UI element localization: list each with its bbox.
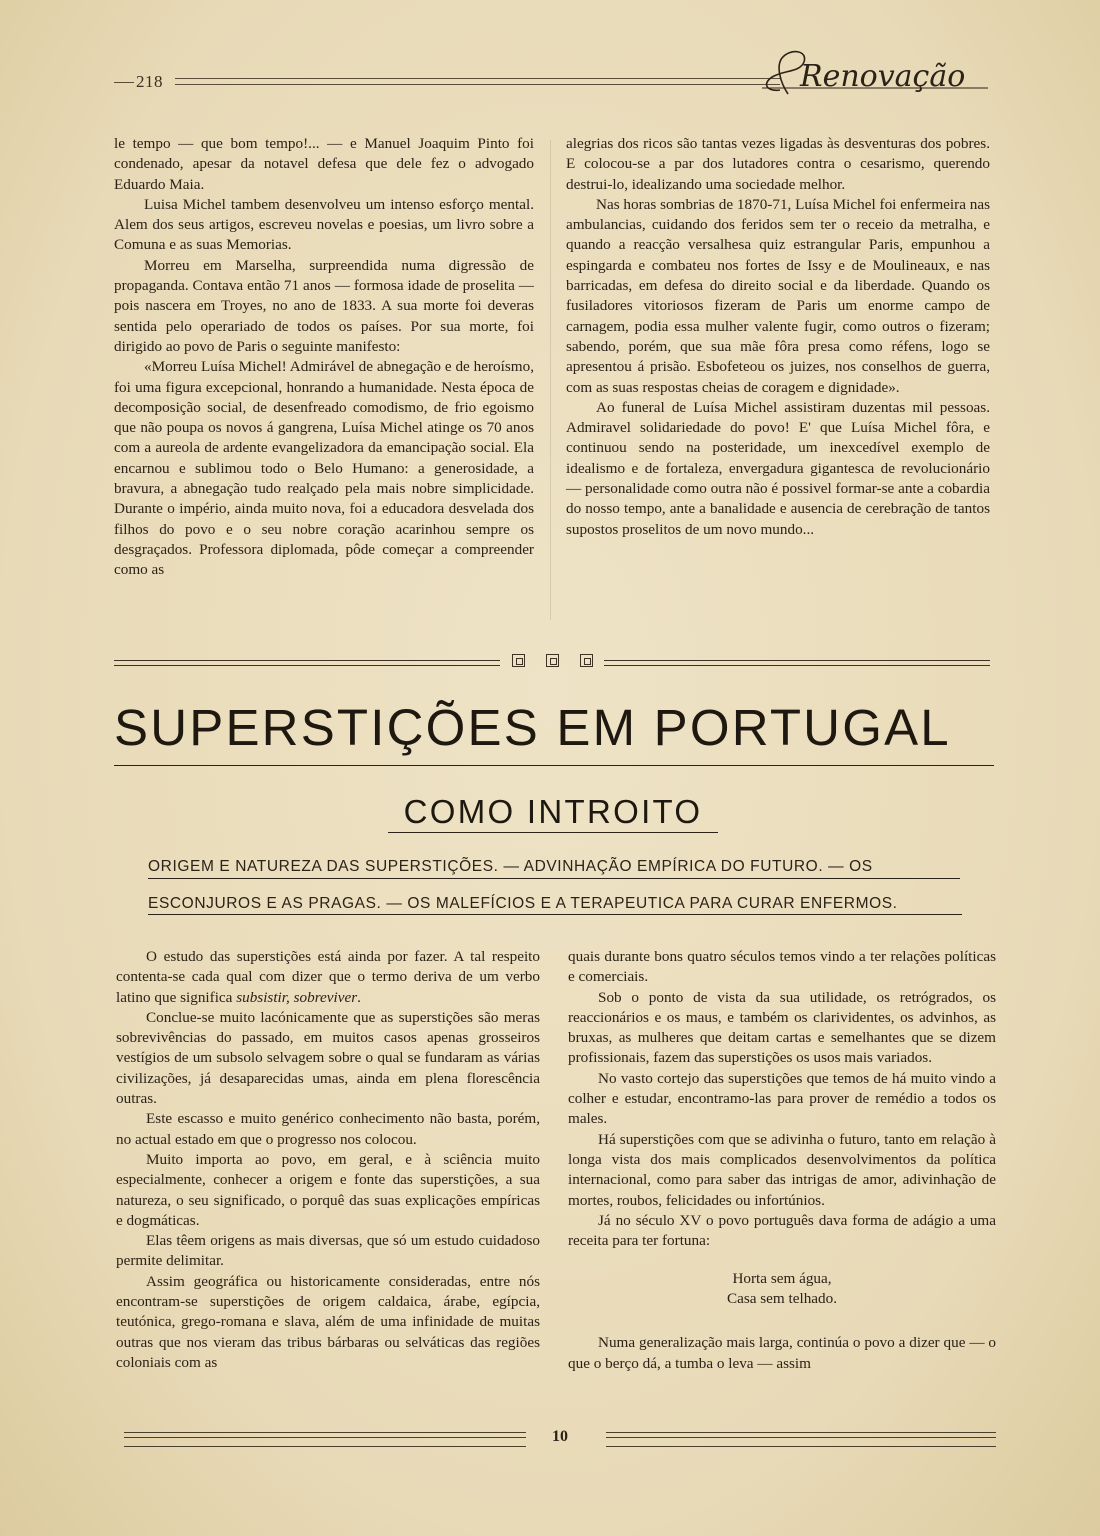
paragraph: Numa generalização mais larga, continúa o povo a dizer que — o que o berço dá, a tumba o leva — assim <box>568 1334 996 1372</box>
article-title: SUPERSTIÇÕES EM PORTUGAL <box>114 699 951 756</box>
ornament-rule-left <box>114 660 500 666</box>
header-dash <box>114 82 134 83</box>
verse-line: Casa sem telhado. <box>726 1290 838 1308</box>
footer-rule-right <box>606 1432 996 1438</box>
footer-page-number: 10 <box>552 1428 568 1445</box>
column-gutter <box>550 140 551 620</box>
paragraph: Assim geográfica ou historicamente consideradas, entre nós encontram-se superstições de origem caldaica, árabe, egípcia, teutónica, grego-romana e slava, além de uma infinidade de muitas outras que nos vieram das tribus bárbaras ou selváticas das regiões coloniais com as <box>116 1272 540 1371</box>
paragraph: Nas horas sombrias de 1870-71, Luísa Michel foi enfermeira nas ambulancias, cuidando dos feridos sem ter o receio da metralha, e quando a reacção versalhesa quiz estrangular Paris, empunhou a espingarda e combateu nos fortes de Issy e de Moulineaux, e nas barricadas, em defesa do direito social e da liberdade. Quando os fusiladores vitoriosos fizeram de Paris um enorme campo de carnagem, podia essa mulher valente fugir, como outros o fizeram; sabendo, porém, que sua mãe fôra presa como réfens, logo se apresentou á prisão. Esbofeteou os juizes, nos conselhos de guerra, com as suas respostas cheias de coragem e dignidade». <box>566 195 990 396</box>
paragraph: Já no século XV o povo português dava forma de adágio a uma receita para ter fortuna: <box>568 1211 996 1250</box>
summary-line: ESCONJUROS E AS PRAGAS. — OS MALEFÍCIOS E A TERAPEUTICA PARA CURAR ENFERMOS. <box>148 895 898 912</box>
proverb-verse <box>568 1269 996 1309</box>
paragraph: Morreu em Marselha, surpreendida numa digressão de propaganda. Contava então 71 anos — formosa idade de proselita — pois nascera em Troyes, no ano de 1833. A sua morte foi deveras sentida pelo operariado de todos os países. Por sua morte, foi dirigido ao povo de Paris o seguinte manifesto: <box>114 256 534 355</box>
paragraph: No vasto cortejo das superstições que temos de há muito vindo a colher e estudar, encontramo-las para prover de remédio a todos os males. <box>568 1069 996 1128</box>
summary-rule <box>148 914 962 915</box>
ornament-square <box>512 654 525 667</box>
paragraph: Luisa Michel tambem desenvolveu um intenso esforço mental. Alem dos seus artigos, escreveu novelas e poesias, um livro sobre a Comuna e as suas Memorias. <box>114 195 534 254</box>
ornament-rule-right <box>604 660 990 666</box>
footer-rule-right-lower <box>606 1446 996 1447</box>
top-right-column <box>566 134 990 540</box>
paragraph: Conclue-se muito lacónicamente que as superstições são meras sobrevivências do passado, em muitos casos apenas grosseiros vestígios de um subsolo selvagem sobre o qual se fundaram as várias civilizações, já desaparecidas umas, ainda em plena florescência outras. <box>116 1008 540 1108</box>
renovacao-logo <box>760 42 990 102</box>
paragraph: quais durante bons quatro séculos temos vindo a ter relações políticas e comerciais. <box>568 948 996 986</box>
paragraph: Elas têem origens as mais diversas, que só um estudo cuidadoso permite delimitar. <box>116 1232 540 1270</box>
paragraph: alegrias dos ricos são tantas vezes ligadas às desventuras dos pobres. E colocou-se a par dos lutadores contra o cesarismo, querendo destrui-lo, idealizando uma sociedade melhor. <box>566 135 990 193</box>
article-subtitle: COMO INTROITO <box>388 792 718 833</box>
paragraph: O estudo das superstições está ainda por fazer. A tal respeito contenta-se cada qual com dizer que o termo deriva de um verbo latino que significa subsistir, sobreviver. <box>116 948 540 1006</box>
footer-rule-left <box>124 1432 526 1438</box>
paragraph: Ao funeral de Luísa Michel assistiram duzentas mil pessoas. Admiravel solidariedade do povo! E' que Luísa Michel fôra, e continuou sendo na posteridade, um inexcedível exemplo de idealismo e de fortaleza, envergadura gigantesca de revolucionário — personalidade como outra não é possivel formar-se ante a cobardia do nosso tempo, ante a banalidade e ausencia de cerebração de tantos supostos proselitos de um novo mundo... <box>566 398 990 538</box>
footer-rule-left-lower <box>124 1446 526 1447</box>
summary-line: ORIGEM E NATUREZA DAS SUPERSTIÇÕES. — ADVINHAÇÃO EMPÍRICA DO FUTURO. — OS <box>148 858 873 875</box>
header-rule <box>175 78 780 85</box>
top-left-column <box>114 134 534 581</box>
paragraph: Muito importa ao povo, em geral, e à sciência muito especialmente, conhecer a origem e fonte das superstições, a sua natureza, o seu significado, o porquê das suas explicações empíricas e dogmáticas. <box>116 1150 540 1229</box>
bottom-left-column <box>116 947 540 1373</box>
summary-rule <box>148 878 960 879</box>
ornament-square <box>580 654 593 667</box>
verse-line: Horta sem água, <box>732 1270 832 1288</box>
paragraph: «Morreu Luísa Michel! Admirável de abnegação e de heroísmo, foi uma figura excepcional, honrando a humanidade. Nesta época de decomposição social, de desenfreado comodismo, de frio egoismo que não poupa os novos á gangrena, Luísa Michel atinge os 70 anos com a aureola de ardente evangelizadora da emancipação social. Ela encarnou e sublimou todo o Belo Humano: a generosidade, a bravura, a abnegação tudo realçado pela mais nobre simplicidade. Durante o império, ainda muito nova, foi a educadora desvelada dos filhos do povo e o seu nobre coração acarinhou sempre os desgraçados. Professora diplomada, pôde começar a compreender como as <box>114 358 534 579</box>
latin-term: subsistir, sobreviver <box>236 988 358 1006</box>
paragraph: Sob o ponto de vista da sua utilidade, os retrógrados, os reaccionários e os maus, e também os clarividentes, os advinhos, as bruxas, as mulheres que deitam cartas e semelhantes que se dizem profissionais, fazem das superstições os usos mais variados. <box>568 988 996 1067</box>
paragraph: Este escasso e muito genérico conhecimento não basta, porém, no actual estado em que o progresso nos colocou. <box>116 1110 540 1148</box>
header-page-number: 218 <box>136 72 163 91</box>
paragraph: le tempo — que bom tempo!... — e Manuel Joaquim Pinto foi condenado, apesar da notavel defesa que dele fez o advogado Eduardo Maia. <box>114 135 534 193</box>
ornament-square <box>546 654 559 667</box>
logo-lettering: Renovação <box>800 59 966 94</box>
bottom-right-column <box>568 947 996 1374</box>
title-rule <box>114 765 994 766</box>
paragraph: Há superstições com que se adivinha o futuro, tanto em relação à longa vista dos mais complicados desenvolvimentos da política internacional, como para saber das intrigas de amor, adivinhação de mortes, roubos, felicidades ou infortúnios. <box>568 1130 996 1209</box>
